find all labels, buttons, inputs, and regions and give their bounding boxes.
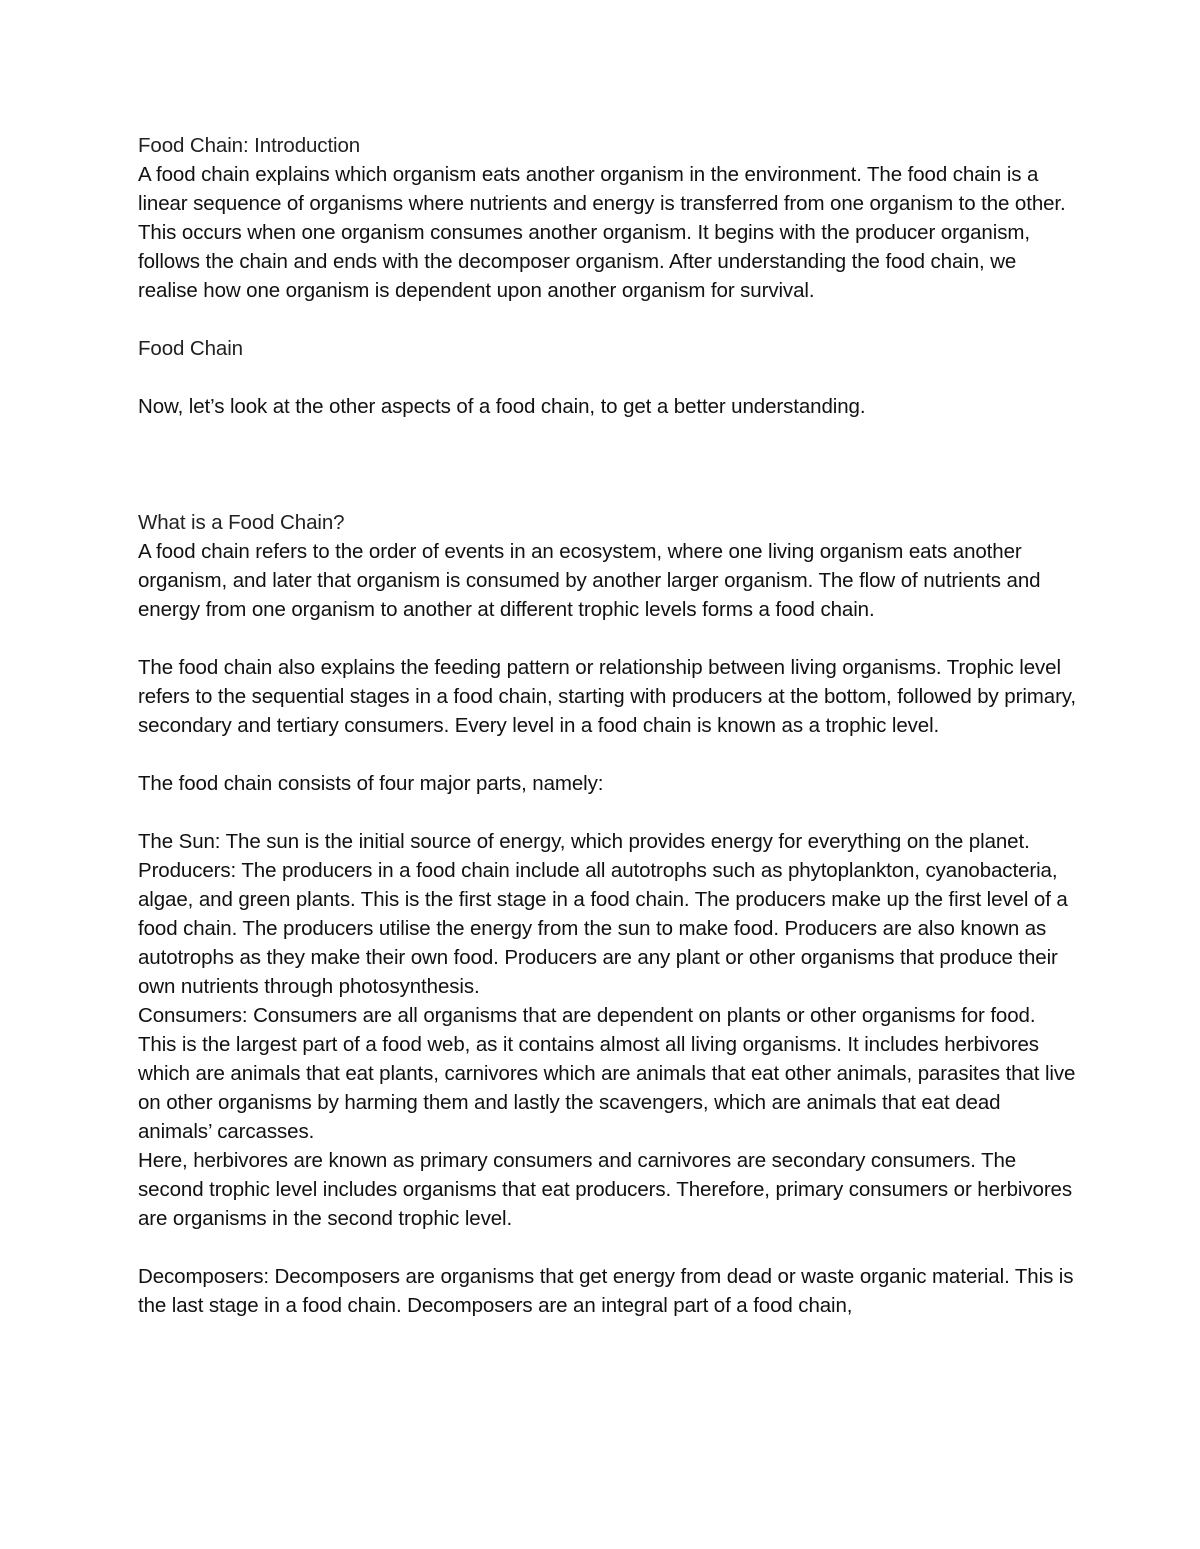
spacer xyxy=(138,421,1078,508)
spacer xyxy=(138,305,1078,334)
intro-paragraph: A food chain explains which organism eats another organism in the environment. The food chain is a linear sequence of organisms where nutrients and energy is transferred from one organism to the other. This occurs when one organism consumes another organism. It begins with the producer organism, follows the chain and ends with the decomposer organism. After understanding the food chain, we realise how one organism is dependent upon another organism for survival. xyxy=(138,163,1066,302)
what-is-paragraph-2: The food chain also explains the feeding pattern or relationship between living organisms. Trophic level refers to the sequential stages in a food chain, starting with producers at the bottom, followed by primary, secondary and tertiary consumers. Every level in a food chain is known as a trophic level. xyxy=(138,656,1077,737)
spacer xyxy=(138,798,1078,827)
spacer xyxy=(138,1233,1078,1262)
spacer xyxy=(138,740,1078,769)
what-is-paragraph-1: A food chain refers to the order of events in an ecosystem, where one living organism eats another organism, and later that organism is consumed by another larger organism. The flow of nutrients and energy from one organism to another at different trophic levels forms a food chain. xyxy=(138,540,1041,621)
food-chain-paragraph: Now, let’s look at the other aspects of a food chain, to get a better understanding. xyxy=(138,395,866,418)
part-decomposers: Decomposers: Decomposers are organisms that get energy from dead or waste organic material. This is the last stage in a food chain. Decomposers are an integral part of a food chain, xyxy=(138,1265,1074,1317)
part-consumers: Consumers: Consumers are all organisms that are dependent on plants or other organisms for food. This is the largest part of a food web, as it contains almost all living organisms. It includes herbivores which are animals that eat plants, carnivores which are animals that eat other animals, parasites that live on other organisms by harming them and lastly the scavengers, which are animals that eat dead animals’ carcasses. xyxy=(138,1004,1076,1143)
food-chain-heading: Food Chain xyxy=(138,337,243,360)
document-page xyxy=(138,131,1078,1320)
part-consumers-note: Here, herbivores are known as primary consumers and carnivores are secondary consumers. The second trophic level includes organisms that eat producers. Therefore, primary consumers or herbivores are organisms in the second trophic level. xyxy=(138,1149,1073,1230)
spacer xyxy=(138,363,1078,392)
part-sun: The Sun: The sun is the initial source of energy, which provides energy for everything on the planet. xyxy=(138,830,1030,853)
intro-heading: Food Chain: Introduction xyxy=(138,134,361,157)
what-is-heading: What is a Food Chain? xyxy=(138,511,345,534)
spacer xyxy=(138,624,1078,653)
what-is-paragraph-3: The food chain consists of four major parts, namely: xyxy=(138,772,604,795)
part-producers: Producers: The producers in a food chain include all autotrophs such as phytoplankton, cyanobacteria, algae, and green plants. This is the first stage in a food chain. The producers make up the first level of a food chain. The producers utilise the energy from the sun to make food. Producers are also known as autotrophs as they make their own food. Producers are any plant or other organisms that produce their own nutrients through photosynthesis. xyxy=(138,859,1068,998)
